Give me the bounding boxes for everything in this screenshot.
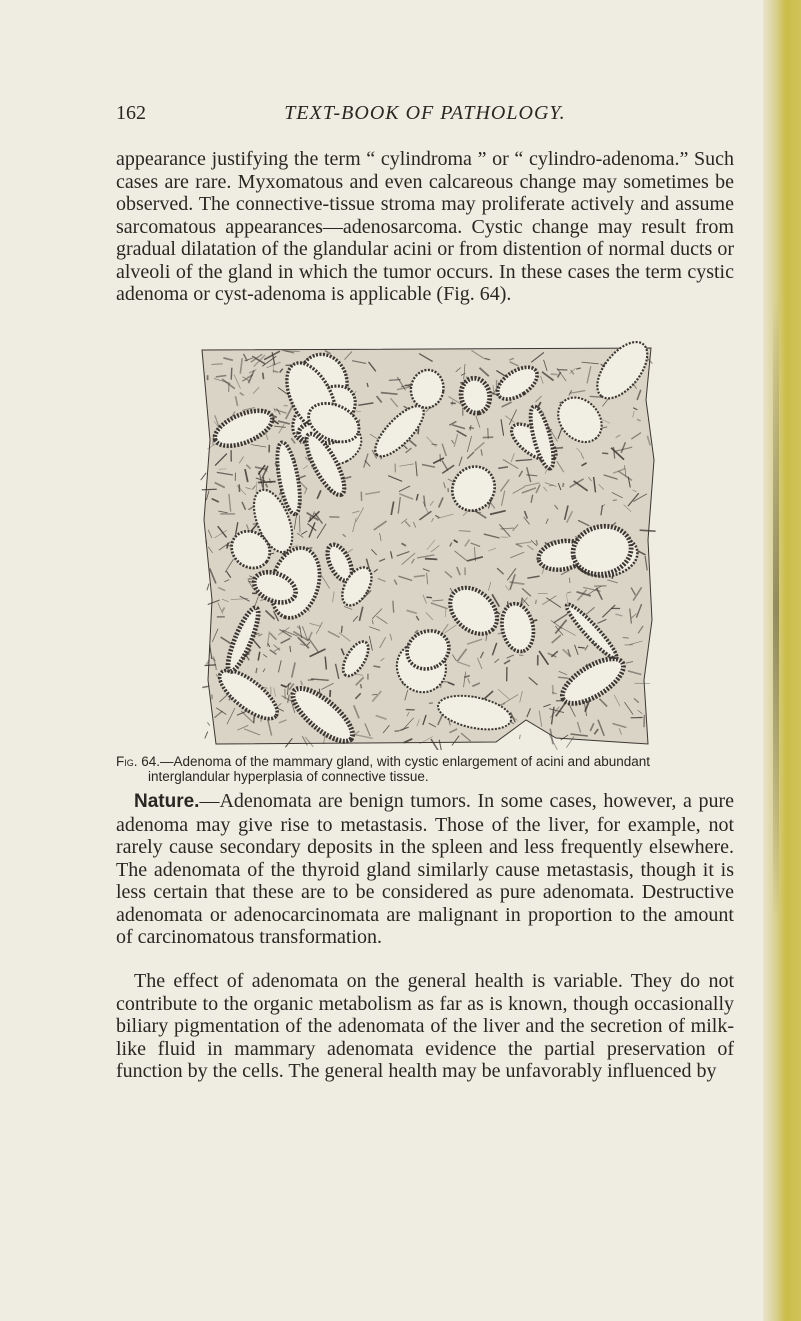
running-head [116,102,734,128]
figure-caption [116,754,736,784]
paragraph-general-health: The effect of adenomata on the general health is variable. They do not contribute to the organic metabolism as far as is known, though occasionally biliary pigmentation of the adenomata of the liver and the secretion of milk-like fluid in mammary adenomata evidence the partial preservation of function by the cells. The general health may be unfavorably influenced by [116,970,734,1082]
page-edge [763,0,801,1321]
figure-64-illustration [196,340,658,750]
histology-engraving [196,340,658,750]
paragraph-nature [116,790,734,949]
page-number: 162 [116,102,146,124]
paragraph-nature-body: —Adenomata are benign tumors. In some cases, however, a pure adenoma may give rise to metastasis. Those of the liver, for example, not rarely cause secondary deposits in the spleen and less frequently elsewhere. The adenomata of the thyroid gland similarly cause metastasis, though it is less certain that these are to be considered as pure adenomata. Destructive adenomata or adenocarcinomata are malignant in proportion to the amount of carcinomatous transformation. [116,790,734,948]
page-edge-shadow [773,300,779,920]
section-heading-nature: Nature. [134,791,200,812]
figure-label: Fig. 64. [116,754,161,769]
caption-line-1: —Adenoma of the mammary gland, with cystic enlargement of acini and abundant [160,754,651,769]
paragraph-cystic-change: appearance justifying the term “ cylindroma ” or “ cylindro-adenoma.” Such cases are rare. Myxomatous and even calcareous change may sometimes be observed. The connective-tissue stroma may proliferate actively and assume sarcomatous appearances—adenosarcoma. Cystic change may result from gradual dilatation of the glandular acini or from distention of normal ducts or alveoli of the gland in which the tumor occurs. In these cases the term cystic adenoma or cyst-adenoma is applicable (Fig. 64). [116,148,734,305]
running-title: TEXT-BOOK OF PATHOLOGY. [284,102,566,124]
caption-line-2: interglandular hyperplasia of connective tissue. [148,769,429,784]
